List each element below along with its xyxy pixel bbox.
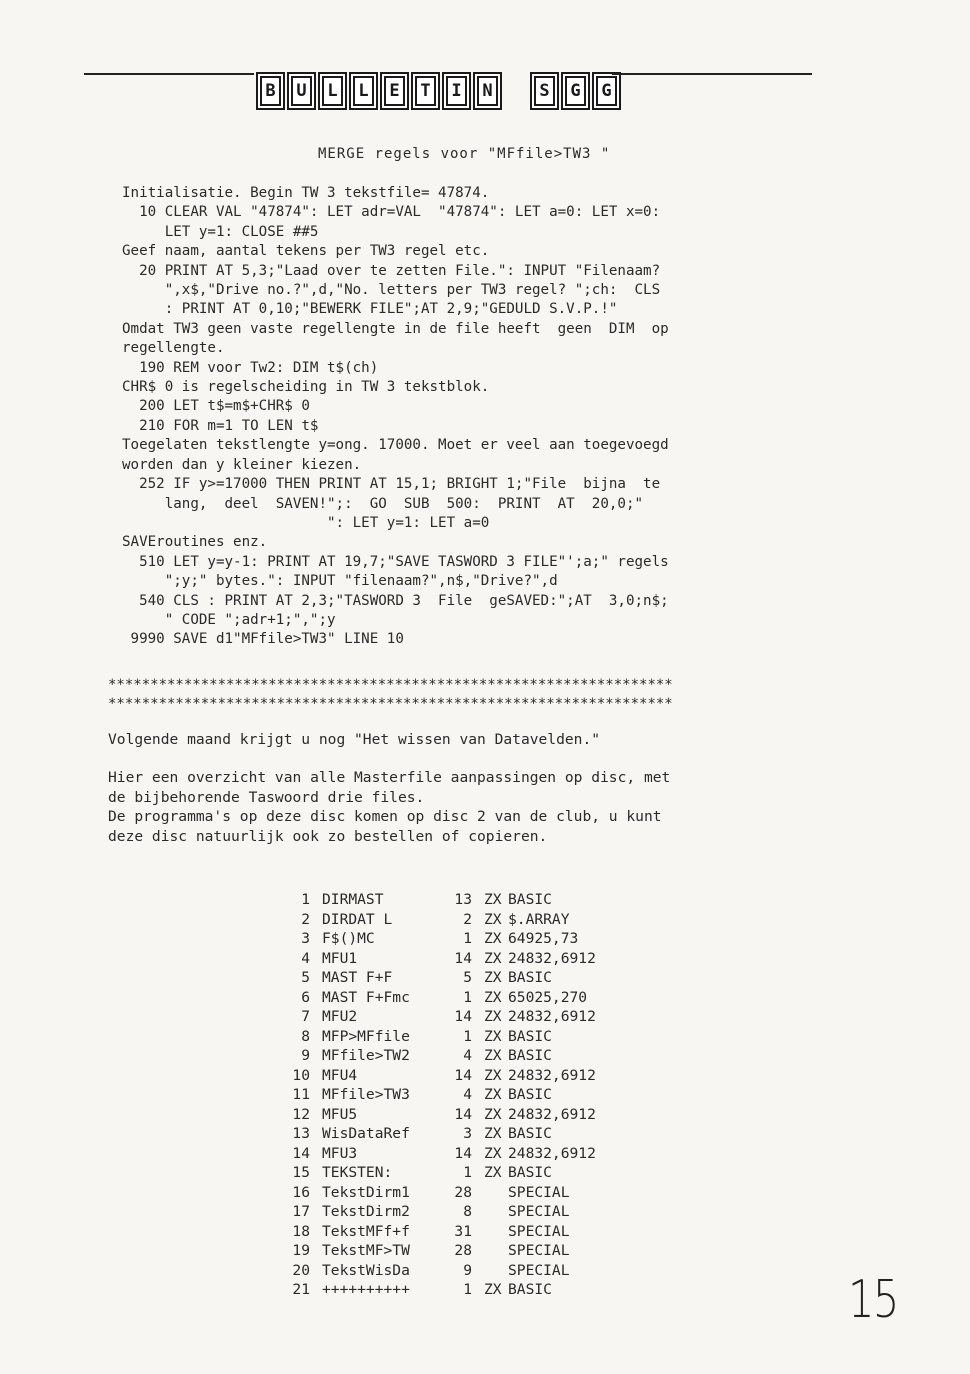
file-info: 24832,6912 (508, 949, 596, 967)
code-line: ";y;" bytes.": INPUT "filenaam?",n$,"Drive?",d (122, 573, 558, 590)
file-number: 1 (301, 891, 310, 908)
file-type (484, 1183, 508, 1203)
table-row (276, 1183, 668, 1203)
table-row (276, 988, 668, 1008)
file-info: BASIC (508, 1027, 552, 1045)
file-blocks: 1 (463, 1027, 472, 1045)
file-type (484, 1241, 508, 1261)
file-blocks: 1 (463, 930, 472, 947)
star-row: ******************************************************************* (108, 696, 673, 712)
file-name: MAST F+Fmc (322, 988, 410, 1006)
file-number: 2 (301, 910, 310, 928)
file-name: TekstDirm2 (322, 1203, 410, 1220)
file-number: 16 (292, 1183, 310, 1201)
file-type: ZX (484, 969, 502, 986)
file-name: MFfile>TW2 (322, 1047, 410, 1064)
file-type: ZX (484, 930, 502, 947)
table-row (276, 1007, 668, 1027)
code-line: SAVEroutines enz. (122, 534, 268, 551)
file-info: SPECIAL (508, 1261, 570, 1279)
file-number: 21 (292, 1281, 310, 1298)
file-info: 65025,270 (508, 988, 588, 1006)
table-row (276, 1222, 668, 1242)
file-number: 7 (301, 1008, 310, 1025)
table-row (276, 1241, 668, 1261)
file-name: MAST F+F (322, 969, 393, 986)
star-separator (108, 676, 868, 714)
code-line: 210 FOR m=1 TO LEN t$ (122, 417, 319, 434)
file-name: MFU1 (322, 949, 358, 967)
code-line: 510 LET y=y-1: PRINT AT 19,7;"SAVE TASWORD 3 FILE"';a;" regels (122, 553, 669, 570)
file-number: 17 (292, 1203, 310, 1220)
file-name: MFU4 (322, 1066, 358, 1084)
code-line: 10 CLEAR VAL "47874": LET adr=VAL "47874": LET a=0: LET x=0: (122, 204, 661, 221)
file-name: F$()MC (322, 930, 375, 947)
file-blocks: 9 (463, 1261, 472, 1279)
table-row (276, 1280, 668, 1300)
table-row (276, 910, 668, 930)
text-line: Hier een overzicht van alle Masterfile aanpassingen op disc, met (108, 769, 671, 786)
file-name: ++++++++++ (322, 1281, 410, 1298)
file-name: MFU5 (322, 1105, 358, 1123)
banner-letter: L (318, 72, 347, 110)
file-blocks: 14 (454, 1008, 472, 1025)
file-blocks: 14 (454, 949, 472, 967)
file-number: 6 (301, 988, 310, 1006)
code-line: LET y=1: CLOSE ##5 (122, 223, 319, 240)
code-line: Toegelaten tekstlengte y=ong. 17000. Moet er veel aan toegevoegd (122, 437, 669, 454)
table-row (276, 1124, 668, 1144)
file-type (484, 1202, 508, 1222)
text-line: De programma's op deze disc komen op disc 2 van de club, u kunt (108, 808, 662, 826)
table-row (276, 929, 668, 949)
file-type: ZX (484, 1027, 502, 1045)
file-number: 9 (301, 1047, 310, 1064)
file-number: 10 (292, 1066, 310, 1084)
file-number: 11 (292, 1086, 310, 1103)
file-name: DIRDAT L (322, 910, 393, 928)
table-row (276, 949, 668, 969)
file-type: ZX (484, 1086, 502, 1103)
file-type: ZX (484, 949, 502, 967)
file-type: ZX (484, 1125, 502, 1142)
table-row (276, 1202, 668, 1222)
file-type: ZX (484, 1164, 502, 1181)
file-blocks: 14 (454, 1105, 472, 1123)
file-info: BASIC (508, 1281, 552, 1298)
text-line: Volgende maand krijgt u nog "Het wissen van Datavelden." (108, 731, 601, 748)
file-name: MFfile>TW3 (322, 1086, 410, 1103)
file-type: ZX (484, 1105, 502, 1123)
table-row (276, 1027, 668, 1047)
banner-letter: S (530, 72, 559, 110)
file-blocks: 3 (463, 1125, 472, 1142)
code-line: ": LET y=1: LET a=0 (122, 514, 490, 531)
banner-letter: G (592, 72, 621, 110)
file-blocks: 14 (454, 1066, 472, 1084)
file-blocks: 1 (463, 1164, 472, 1181)
file-list-table (276, 890, 668, 1300)
file-blocks: 14 (454, 1144, 472, 1162)
file-number: 8 (301, 1027, 310, 1045)
code-line: ",x$,"Drive no.?",d,"No. letters per TW3 regel? ";ch: CLS (122, 282, 661, 299)
table-row (276, 1144, 668, 1164)
code-line: Geef naam, aantal tekens per TW3 regel etc. (122, 243, 490, 260)
paragraph-next-month (108, 730, 878, 750)
file-info: SPECIAL (508, 1183, 570, 1201)
file-type (484, 1261, 508, 1281)
code-line: Initialisatie. Begin TW 3 tekstfile= 47874. (122, 185, 490, 201)
code-line: 540 CLS : PRINT AT 2,3;"TASWORD 3 File geSAVED:";AT 3,0;n$; (122, 592, 669, 609)
file-blocks: 2 (463, 910, 472, 928)
file-number: 4 (301, 949, 310, 967)
file-number: 3 (301, 930, 310, 947)
file-type: ZX (484, 910, 502, 928)
file-info: 24832,6912 (508, 1066, 596, 1084)
text-line: deze disc natuurlijk ook zo bestellen of copieren. (108, 827, 548, 845)
file-type: ZX (484, 1008, 502, 1025)
basic-listing (122, 184, 882, 650)
file-name: TEKSTEN: (322, 1164, 393, 1181)
file-blocks: 13 (454, 891, 472, 908)
file-name: MFU3 (322, 1144, 358, 1162)
header-rule-right (612, 73, 812, 75)
star-row: ******************************************************************* (108, 677, 673, 693)
file-name: DIRMAST (322, 891, 384, 908)
banner-letter: N (473, 72, 502, 110)
file-number: 18 (292, 1222, 310, 1240)
banner-letter: T (411, 72, 440, 110)
code-line: regellengte. (122, 340, 225, 357)
file-blocks: 4 (463, 1047, 472, 1064)
file-name: TekstWisDa (322, 1261, 410, 1279)
file-blocks: 1 (463, 988, 472, 1006)
file-blocks: 28 (454, 1183, 472, 1201)
file-info: BASIC (508, 1125, 552, 1142)
file-type: ZX (484, 1144, 502, 1162)
file-number: 19 (292, 1242, 310, 1259)
table-row (276, 890, 668, 910)
file-type: ZX (484, 1066, 502, 1084)
banner-letter: I (442, 72, 471, 110)
code-line: 9990 SAVE d1"MFfile>TW3" LINE 10 (122, 631, 404, 648)
code-line: worden dan y kleiner kiezen. (122, 456, 362, 473)
file-info: SPECIAL (508, 1222, 570, 1240)
file-number: 14 (292, 1144, 310, 1162)
code-line: 252 IF y>=17000 THEN PRINT AT 15,1; BRIGHT 1;"File bijna te (122, 476, 661, 493)
banner-letter: B (256, 72, 285, 110)
table-row (276, 1261, 668, 1281)
table-row (276, 1163, 668, 1183)
file-info: BASIC (508, 969, 552, 986)
file-type: ZX (484, 1281, 502, 1298)
file-name: MFP>MFfile (322, 1027, 410, 1045)
table-row (276, 1046, 668, 1066)
banner-letter: U (287, 72, 316, 110)
file-number: 20 (292, 1261, 310, 1279)
file-name: TekstMFf+f (322, 1222, 410, 1240)
file-info: 24832,6912 (508, 1144, 596, 1162)
file-type: ZX (484, 891, 502, 908)
file-info: 24832,6912 (508, 1105, 596, 1123)
page-number: 15 (848, 1270, 898, 1330)
file-info: SPECIAL (508, 1203, 570, 1220)
file-blocks: 28 (454, 1242, 472, 1259)
file-name: TekstDirm1 (322, 1183, 410, 1201)
file-blocks: 8 (463, 1203, 472, 1220)
code-line: : PRINT AT 0,10;"BEWERK FILE";AT 2,9;"GEDULD S.V.P.!" (122, 301, 618, 318)
file-info: BASIC (508, 891, 552, 908)
file-number: 15 (292, 1164, 310, 1181)
file-info: SPECIAL (508, 1242, 570, 1259)
file-name: WisDataRef (322, 1125, 410, 1142)
code-line: 20 PRINT AT 5,3;"Laad over te zetten File.": INPUT "Filenaam? (122, 262, 661, 279)
file-blocks: 1 (463, 1281, 472, 1298)
file-name: MFU2 (322, 1008, 358, 1025)
banner-letter: E (380, 72, 409, 110)
section-heading: MERGE regels voor "MFfile>TW3 " (318, 146, 611, 162)
file-info: 24832,6912 (508, 1008, 596, 1025)
code-line: 190 REM voor Tw2: DIM t$(ch) (122, 359, 379, 376)
banner-letter: L (349, 72, 378, 110)
text-line: de bijbehorende Taswoord drie files. (108, 788, 425, 806)
file-type: ZX (484, 988, 502, 1006)
code-line: CHR$ 0 is regelscheiding in TW 3 tekstblok. (122, 379, 490, 396)
file-blocks: 5 (463, 969, 472, 986)
file-blocks: 4 (463, 1086, 472, 1103)
table-row (276, 1066, 668, 1086)
file-number: 5 (301, 969, 310, 986)
file-type (484, 1222, 508, 1242)
banner-letter: G (561, 72, 590, 110)
code-line: 200 LET t$=m$+CHR$ 0 (122, 398, 310, 415)
table-row (276, 968, 668, 988)
file-info: BASIC (508, 1047, 552, 1064)
file-number: 13 (292, 1125, 310, 1142)
file-number: 12 (292, 1105, 310, 1123)
file-info: BASIC (508, 1164, 552, 1181)
code-line: lang, deel SAVEN!";: GO SUB 500: PRINT AT 20,0;" (122, 495, 644, 512)
file-type: ZX (484, 1047, 502, 1064)
paragraph-overview (108, 768, 878, 846)
table-row (276, 1105, 668, 1125)
code-line: " CODE ";adr+1;",";y (122, 611, 336, 628)
file-info: $.ARRAY (508, 910, 570, 928)
bulletin-sgg-banner (256, 72, 621, 110)
file-info: 64925,73 (508, 930, 579, 947)
code-line: Omdat TW3 geen vaste regellengte in de file heeft geen DIM op (122, 320, 669, 337)
file-name: TekstMF>TW (322, 1242, 410, 1259)
file-blocks: 31 (454, 1222, 472, 1240)
header-rule-left (84, 73, 254, 75)
file-info: BASIC (508, 1086, 552, 1103)
table-row (276, 1085, 668, 1105)
